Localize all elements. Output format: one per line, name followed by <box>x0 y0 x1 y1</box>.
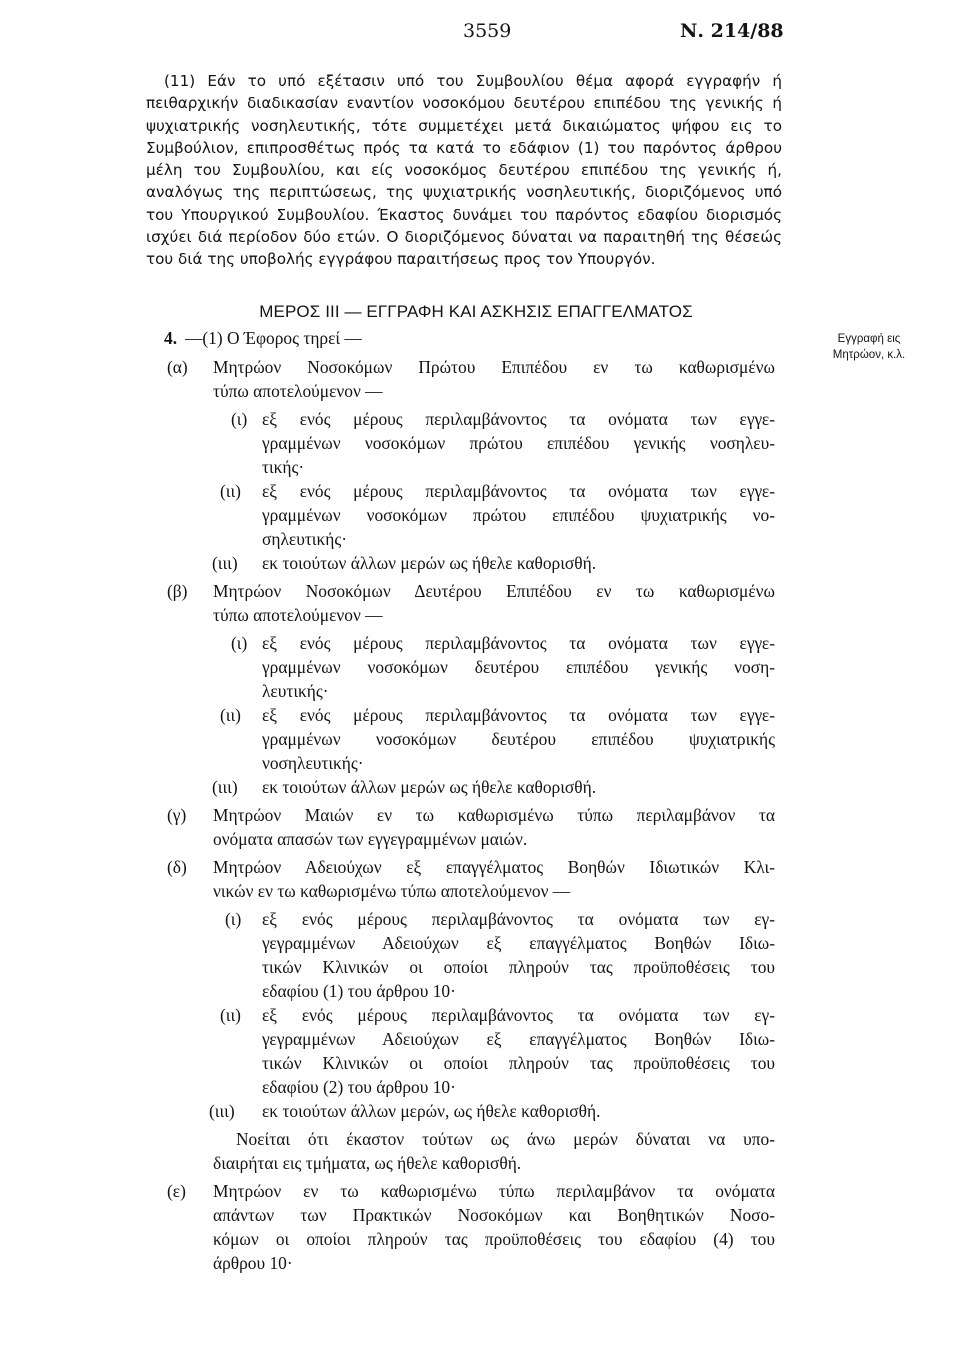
proviso-line: Νοείται ότι έκαστον τούτων ως άνω μερών δύναται να υπο- <box>236 1129 775 1149</box>
paragraph-11-text: Εάν το υπό εξέτασιν υπό του Συμβουλίου θέμα αφορά εγγραφήν ή πειθαρχικήν διαδικασίαν εναντίον νοσοκόμου δευτέρου επιπέδου της γενικής ή ψυχιατρικής νοσηλευτικής, τότε συμμετέχει μετά δικαιώματος ψήφου εις το Συμβούλιον, επιπροσθέτως πρός τα κατά το εδάφιον (1) του παρόντος άρθρου μέλη του Συμβουλίου, και είς νοσοκόμος δευτέρου επιπέδου της γενικής ή, αναλόγως της περιπτώσεως, της ψυχιατρικής νοσηλευτικής, διοριζόμενος υπό του Υπουργικού Συμβουλίου. Έκαστος δυνάμει του παρόντος εδαφίου διορισμός ισχύει διά περίοδον δύο ετών. Ο διοριζόμενος δύναται να παραιτηθή της θέσεώς του διά της υποβολής εγγράφου παραιτήσεως προς τον Υπουργόν. <box>146 72 783 269</box>
item-beta-line: τύπω αποτελούμενον — <box>213 605 383 625</box>
subitem-line: εξ ενός μέρους περιλαμβάνοντος τα ονόματα των εγγε- <box>262 409 775 429</box>
subitem-label: (ι) <box>231 409 248 429</box>
item-epsilon-line: απάντων των Πρακτικών Νοσοκόμων και Βοηθητικών Νοσο- <box>213 1205 775 1225</box>
subitem-line: εκ τοιούτων άλλων μερών, ως ήθελε καθορισθή. <box>262 1101 601 1121</box>
paragraph-11 <box>146 70 782 271</box>
item-epsilon-line: άρθρου 10· <box>213 1253 293 1273</box>
item-epsilon-line: Μητρώον εν τω καθωρισμένω τύπω περιλαμβάνον τα ονόματα <box>213 1181 775 1201</box>
subitem-line: τικών Κλινικών οι οποίοι πληρούν τας προϋποθέσεις του <box>262 1053 775 1073</box>
item-delta-line: Μητρώον Αδειούχων εξ επαγγέλματος Βοηθών Ιδιωτικών Κλι- <box>213 857 775 877</box>
item-gamma-line: Μητρώον Μαιών εν τω καθωρισμένω τύπω περιλαμβάνον τα <box>213 805 775 825</box>
subitem-line: εδαφίου (1) του άρθρου 10· <box>262 981 456 1001</box>
subitem-line: εξ ενός μέρους περιλαμβάνοντος τα ονόματα των εγγε- <box>262 633 775 653</box>
subitem-line: εδαφίου (2) του άρθρου 10· <box>262 1077 456 1097</box>
subitem-label: (ιιι) <box>209 1101 235 1121</box>
item-label: (α) <box>167 357 188 377</box>
margin-note-line: Εγγραφή εις <box>837 333 901 345</box>
subitem-line: γεγραμμένων Αδειούχων εξ επαγγέλματος Βοηθών Ιδιω- <box>262 933 775 953</box>
item-label: (ε) <box>167 1181 186 1201</box>
item-gamma-line: ονόματα απασών των εγγεγραμμένων μαιών. <box>213 829 528 849</box>
page-number: 3559 <box>463 20 512 42</box>
item-label: (β) <box>167 581 188 601</box>
section-intro: —(1) Ο Έφορος τηρεί — <box>185 328 362 348</box>
subitem-label: (ι) <box>231 633 248 653</box>
subitem-label: (ιι) <box>220 481 241 501</box>
item-label: (γ) <box>167 805 187 825</box>
margin-note-line: Μητρώον, κ.λ. <box>832 349 906 361</box>
proviso-line: διαιρήται εις τμήματα, ως ήθελε καθορισθή. <box>213 1153 522 1173</box>
item-epsilon-line: κόμων οι οποίοι πληρούν τας προϋποθέσεις του εδαφίου (4) του <box>213 1229 775 1249</box>
item-delta-line: νικών εν τω καθωρισμένω τύπω αποτελούμενον — <box>213 881 571 901</box>
subitem-line: τικής· <box>262 457 305 477</box>
subitem-line: εξ ενός μέρους περιλαμβάνοντος τα ονόματα των εγ- <box>262 1005 775 1025</box>
subitem-line: εκ τοιούτων άλλων μερών ως ήθελε καθορισθή. <box>262 777 597 797</box>
subitem-label: (ι) <box>225 909 242 929</box>
subitem-line: γραμμένων νοσοκόμων πρώτου επιπέδου ψυχιατρικής νο- <box>262 505 775 525</box>
subitem-line: γεγραμμένων Αδειούχων εξ επαγγέλματος Βοηθών Ιδιω- <box>262 1029 775 1049</box>
subitem-line: σηλευτικής· <box>262 529 348 549</box>
subitem-line: εξ ενός μέρους περιλαμβάνοντος τα ονόματα των εγγε- <box>262 705 775 725</box>
subitem-line: τικών Κλινικών οι οποίοι πληρούν τας προϋποθέσεις του <box>262 957 775 977</box>
paragraph-11-label: (11) <box>164 72 196 90</box>
subitem-line: γραμμένων νοσοκόμων δευτέρου επιπέδου γενικής νοση- <box>262 657 775 677</box>
item-alpha-line: τύπω αποτελούμενον — <box>213 381 383 401</box>
subitem-label: (ιι) <box>220 705 241 725</box>
item-beta-line: Μητρώον Νοσοκόμων Δευτέρου Επιπέδου εν τω καθωρισμένω <box>213 581 775 601</box>
section-number: 4. <box>164 328 178 348</box>
part-heading: ΜΕΡΟΣ ΙΙΙ — ΕΓΓΡΑΦΗ ΚΑΙ ΑΣΚΗΣΙΣ ΕΠΑΓΓΕΛΜΑΤΟΣ <box>259 302 693 321</box>
subitem-line: λευτικής· <box>262 681 329 701</box>
item-label: (δ) <box>167 857 187 877</box>
subitem-line: νοσηλευτικής· <box>262 753 364 773</box>
subitem-label: (ιιι) <box>212 777 238 797</box>
margin-note <box>794 331 944 363</box>
subitem-line: εκ τοιούτων άλλων μερών ως ήθελε καθορισθή. <box>262 553 597 573</box>
subitem-line: εξ ενός μέρους περιλαμβάνοντος τα ονόματα των εγγε- <box>262 481 775 501</box>
law-reference: Ν. 214/88 <box>680 20 784 42</box>
subitem-line: γραμμένων νοσοκόμων πρώτου επιπέδου γενικής νοσηλευ- <box>262 433 775 453</box>
subitem-line: εξ ενός μέρους περιλαμβάνοντος τα ονόματα των εγ- <box>262 909 775 929</box>
subitem-line: γραμμένων νοσοκόμων δευτέρου επιπέδου ψυχιατρικής <box>262 729 775 749</box>
page-header <box>0 20 960 50</box>
subitem-label: (ιι) <box>220 1005 241 1025</box>
item-alpha-line: Μητρώον Νοσοκόμων Πρώτου Επιπέδου εν τω καθωρισμένω <box>213 357 775 377</box>
subitem-label: (ιιι) <box>212 553 238 573</box>
